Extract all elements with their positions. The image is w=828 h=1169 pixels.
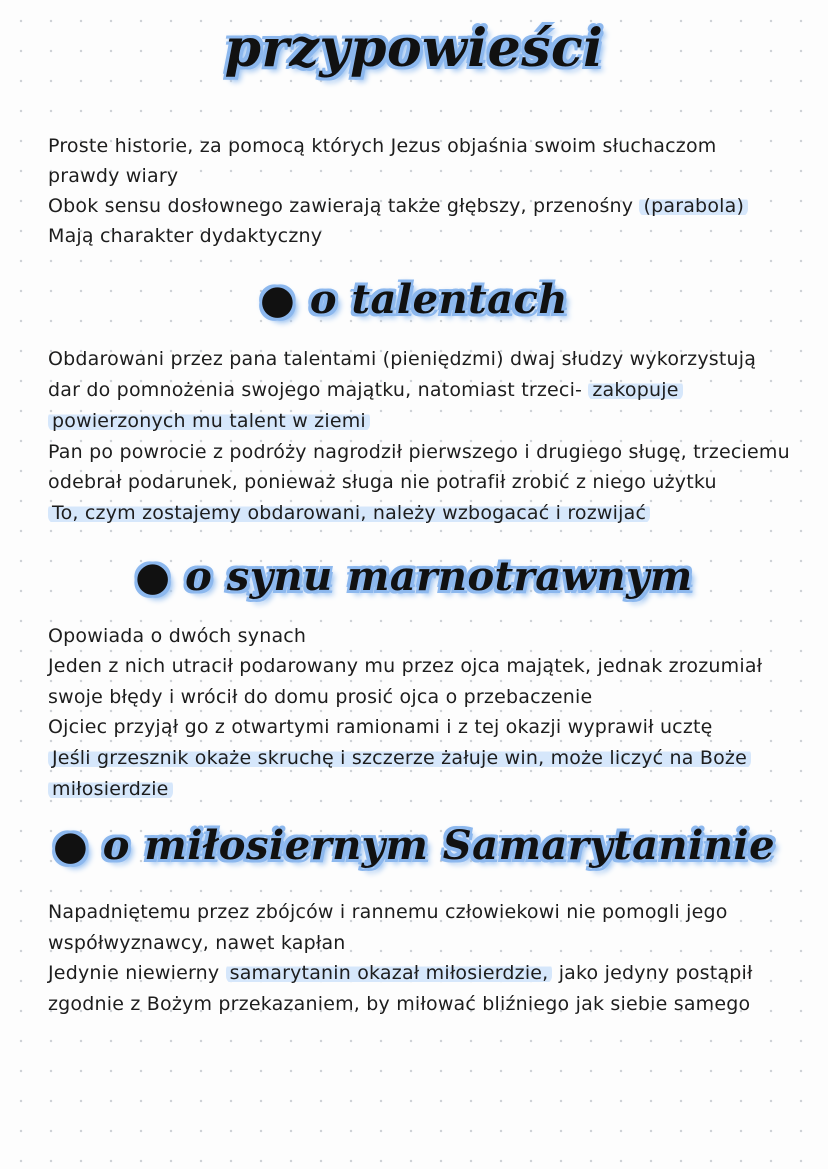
section-heading-syn bbox=[0, 553, 828, 600]
intro-line-3-text: Obok sensu dosłownego zawierają także głębszy, przenośny bbox=[48, 195, 634, 217]
syn-line-2: Jeden z nich utracił podarowany mu przez ojca majątek, jednak zrozumiał bbox=[48, 655, 763, 677]
highlight-milosierdzie: miłosierdzie bbox=[48, 778, 173, 800]
samarytanin-line-4: zgodnie z Bożym przekazaniem, by miłować bliźniego jak siebie samego bbox=[48, 993, 751, 1015]
bullet-icon: ● bbox=[52, 822, 89, 869]
intro-line-3 bbox=[48, 192, 748, 220]
talenty-line-4: Pan po powrocie z podróży nagrodził pierwszego i drugiego sługę, trzeciemu bbox=[48, 441, 790, 463]
highlight-rozwijac: To, czym zostajemy obdarowani, należy wzbogacać i rozwijać bbox=[48, 502, 650, 524]
syn-line-5 bbox=[48, 744, 751, 772]
section-heading-samarytanin-text: o miłosiernym Samarytaninie bbox=[102, 822, 776, 869]
section-heading-talenty-text: o talentach bbox=[309, 276, 568, 323]
section-heading-talenty bbox=[0, 276, 828, 323]
syn-line-6 bbox=[48, 775, 173, 803]
intro-line-4: Mają charakter dydaktyczny bbox=[48, 225, 323, 247]
samarytanin-line-2: współwyznawcy, nawet kapłan bbox=[48, 932, 346, 954]
bullet-icon: ● bbox=[260, 276, 296, 323]
talenty-line-3 bbox=[48, 407, 370, 435]
syn-line-3: swoje błędy i wrócił do domu prosić ojca o przebaczenie bbox=[48, 686, 593, 708]
highlight-samarytanin: samarytanin okazał miłosierdzie, bbox=[226, 962, 553, 984]
page-title: przypowieści bbox=[224, 18, 604, 79]
highlight-parabola: (parabola) bbox=[639, 195, 748, 217]
section-heading-syn-text: o synu marnotrawnym bbox=[185, 553, 693, 600]
syn-line-4: Ojciec przyjął go z otwartymi ramionami i z tej okazji wyprawił ucztę bbox=[48, 716, 713, 738]
bullet-icon: ● bbox=[135, 553, 171, 600]
syn-line-1: Opowiada o dwóch synach bbox=[48, 625, 307, 647]
samarytanin-line-3-start: Jedynie niewierny bbox=[48, 962, 220, 984]
talenty-line-6 bbox=[48, 499, 650, 527]
samarytanin-line-3 bbox=[48, 959, 753, 987]
talenty-line-1: Obdarowani przez pana talentami (pieniędzmi) dwaj słudzy wykorzystują bbox=[48, 348, 757, 370]
intro-line-2: prawdy wiary bbox=[48, 165, 179, 187]
talenty-line-5: odebrał podarunek, ponieważ sługa nie potrafił zrobić z niego użytku bbox=[48, 471, 717, 493]
talenty-line-2 bbox=[48, 376, 683, 404]
talenty-line-2-text: dar do pomnożenia swojego majątku, natomiast trzeci- bbox=[48, 379, 583, 401]
samarytanin-line-3-end: jako jedyny postąpił bbox=[558, 962, 753, 984]
section-heading-samarytanin bbox=[0, 822, 828, 869]
highlight-skrucha: Jeśli grzesznik okaże skruchę i szczerze żałuje win, może liczyć na Boże bbox=[48, 747, 751, 769]
samarytanin-line-1: Napadniętemu przez zbójców i rannemu człowiekowi nie pomogli jego bbox=[48, 901, 728, 923]
intro-line-1: Proste historie, za pomocą których Jezus objaśnia swoim słuchaczom bbox=[48, 135, 717, 157]
highlight-talent: powierzonych mu talent w ziemi bbox=[48, 410, 370, 432]
highlight-zakopuje: zakopuje bbox=[588, 379, 682, 401]
